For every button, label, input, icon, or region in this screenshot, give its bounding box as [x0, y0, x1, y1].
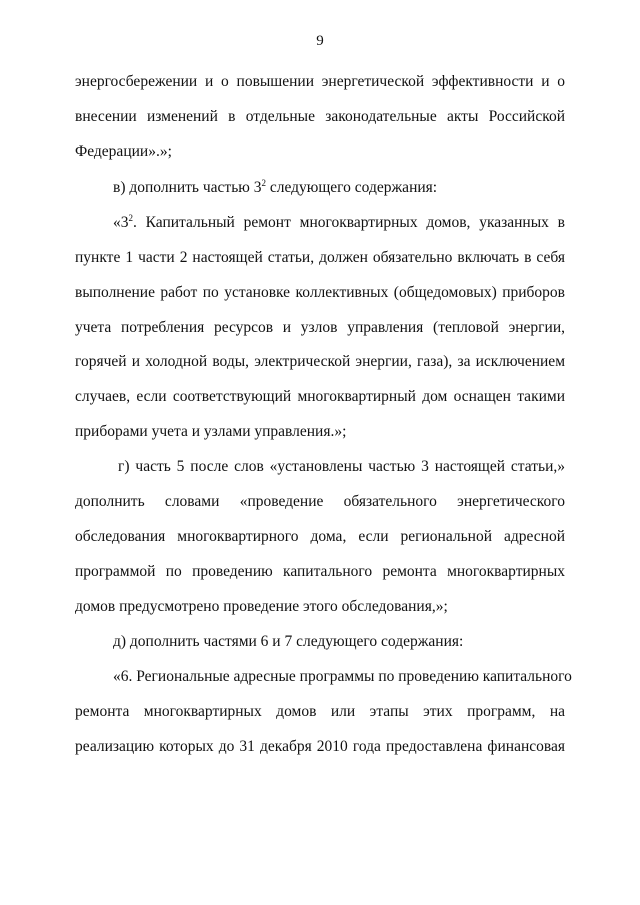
text-line: ремонта многоквартирных домов или этапы этих программ, на	[75, 703, 565, 720]
text-line: приборами учета и узлами управления.»;	[75, 423, 347, 440]
text-fragment: . Капитальный ремонт многоквартирных домов, указанных в	[133, 214, 565, 231]
text-line: энергосбережении и о повышении энергетической эффективности и о	[75, 73, 565, 90]
text-line: выполнение работ по установке коллективных (общедомовых) приборов	[75, 284, 565, 301]
text-line: пункте 1 части 2 настоящей статьи, должен обязательно включать в себя	[75, 249, 565, 266]
text-line: случаев, если соответствующий многоквартирный дом оснащен такими	[75, 388, 565, 405]
page-number: 9	[316, 33, 324, 49]
text-line: внесении изменений в отдельные законодательные акты Российской	[75, 108, 565, 125]
text-fragment: «3	[113, 214, 129, 231]
text-line: обследования многоквартирного дома, если региональной адресной	[75, 528, 565, 545]
text-line: программой по проведению капитального ремонта многоквартирных	[75, 563, 565, 580]
text-fragment: следующего содержания:	[265, 179, 438, 196]
text-line: учета потребления ресурсов и узлов управления (тепловой энергии,	[75, 319, 565, 336]
text-line: дополнить словами «проведение обязательного энергетического	[75, 493, 565, 510]
text-line: горячей и холодной воды, электрической энергии, газа), за исключением	[75, 353, 565, 370]
text-fragment: в) дополнить частью 3	[113, 179, 262, 196]
text-line-sub-d: д) дополнить частями 6 и 7 следующего содержания:	[113, 633, 464, 650]
text-line-item-6: «6. Региональные адресные программы по проведению капитального	[113, 668, 572, 685]
text-line: домов предусмотрено проведение этого обследования,»;	[75, 598, 448, 615]
text-line-sub-g: г) часть 5 после слов «установлены частью 3 настоящей статьи,»	[118, 458, 565, 475]
text-line: Федерации».»;	[75, 143, 172, 160]
text-line: реализацию которых до 31 декабря 2010 года предоставлена финансовая	[75, 738, 565, 755]
text-line-sub-v	[113, 178, 565, 198]
superscript: 2	[261, 178, 266, 188]
superscript: 2	[128, 213, 133, 223]
text-line-item-3-2	[113, 213, 565, 233]
